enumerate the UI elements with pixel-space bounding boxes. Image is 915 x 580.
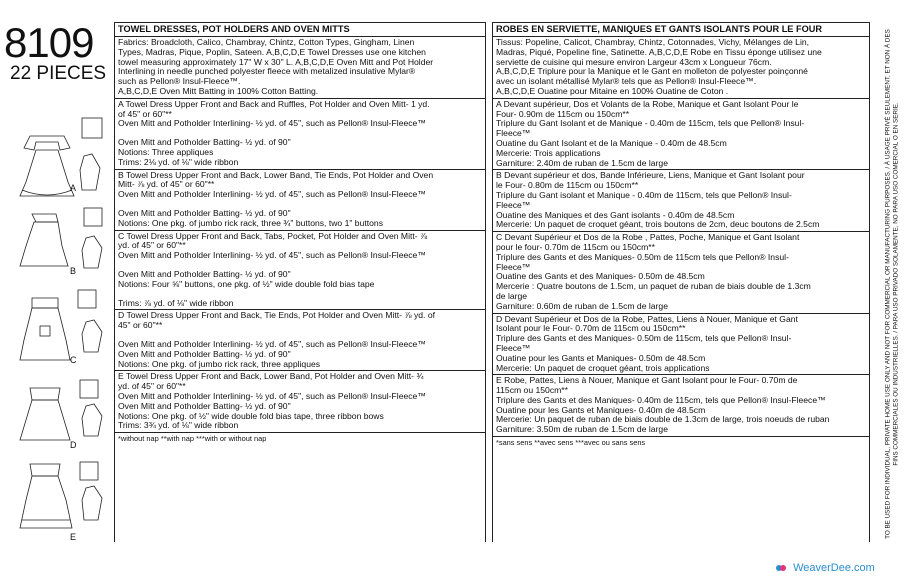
english-requirement-line: 45" or 60"** [118,320,163,331]
french-requirement-line: Ouatine du Gant Isolant et de la Manique - 0.40m de 48.5cm [496,137,727,148]
view-c-sketch [20,290,102,360]
english-fabrics-line: Types, Madras, Pique, Poplin, Sateen. A,B,C,D,E Towel Dresses use one kitchen [118,46,426,57]
watermark-logo [775,560,895,576]
english-requirement-line: Oven Mitt and Potholder Batting- ½ yd. of 90" [118,348,291,359]
french-requirement-line: Fleece™ [496,342,531,353]
french-requirement-line: pour le four- 0.70m de 115cm ou 150cm** [496,241,655,252]
french-view-c-requirements [493,232,869,313]
french-fabrics-line: A,B,C,D,E Ouatine pour Mitaine en 100% Ouatine de Coton . [496,85,729,96]
english-requirement-line: Oven Mitt and Potholder Interlining- ½ yd. of 45", such as Pellon® Insul-Fleece™ [118,390,426,401]
english-requirement-line: Oven Mitt and Potholder Batting- ½ yd. of 90" [118,400,291,411]
english-requirement-line: Oven Mitt and Potholder Interlining- ½ yd. of 45", such as Pellon® Insul-Fleece™ [118,338,426,349]
french-requirement-line: Mercerie : Quatre boutons de 1.5cm, un paquet de ruban de biais double de 1.3cm [496,281,811,292]
french-view-e-requirements [493,375,869,437]
english-view-e-requirements [115,371,485,433]
english-requirement-line: Oven Mitt and Potholder Batting- ½ yd. of 90" [118,268,291,279]
english-column [114,22,486,542]
french-heading: ROBES EN SERVIETTE, MANIQUES ET GANTS ISOLANTS POUR LE FOUR [493,22,869,37]
french-requirement-line: C Devant Supérieur et Dos de la Robe , Pattes, Poche, Manique et Gant Isolant [496,232,800,243]
view-label-b: B [70,266,77,276]
english-fabrics-line: towel measuring approximately 17" W x 30" L. A,B,C,D,E Oven Mitt and Pot Holder [118,56,434,67]
usage-notice [880,24,904,544]
french-requirement-line: Triplure des Gants et des Maniques- 0.50m de 115cm tels que Pellon® Insul- [496,251,789,262]
english-requirement-line: Oven Mitt and Potholder Batting- ½ yd. of 90" [118,137,291,148]
view-d-sketch [20,380,102,440]
usage-notice-text: TO BE USED FOR INDIVIDUAL, PRIVATE HOME USE ONLY AND NOT FOR COMMERCIAL OR MANUFACTURING PURPOSES. / À USAGE PRIVÉ SEULEMENT, ET NON À DES FINS COMMERCIALES OU INDUSTRIELLES. / PARA USO PRIVADO SOLAMENTE, NO PARA USO COMERCIAL O EN SERIE. [884,29,899,539]
logo-mark-icon [775,562,787,574]
english-requirement-line: of 45" or 60"** [118,108,172,119]
english-requirement-line: Oven Mitt and Potholder Interlining- ½ yd. of 45", such as Pellon® Insul-Fleece™ [118,250,426,261]
view-e-sketch [20,462,102,528]
french-view-d-requirements [493,314,869,376]
english-footnote: *without nap **with nap ***with or without nap [118,434,267,444]
english-requirement-line: Trims: 3¾ yd. of ⅛" wide ribbon [118,420,239,431]
english-requirement-line: yd. of 45" or 60"** [118,240,186,251]
english-requirement-line: A Towel Dress Upper Front and Back and Ruffles, Pot Holder and Oven Mitt- 1 yd. [118,98,430,109]
french-footnote: *sans sens **avec sens ***avec ou sans sens [496,438,646,448]
french-requirement-line: Fleece™ [496,199,531,210]
french-requirement-line: Triplure des Gants et des Maniques- 0.40m de 115cm, tels que Pellon® Insul-Fleece™ [496,394,826,405]
french-requirement-line: Mercerie: Un paquet de croquet géant, trois applications [496,362,710,373]
french-fabrics-line: Madras, Piqué, Popeline fine, Satinette. A,B,C,D,E Robe en Tissu éponge utilisez une [496,46,822,57]
english-requirement-line: D Towel Dress Upper Front and Back, Tie Ends, Pot Holder and Oven Mitt- ⅞ yd. of [118,310,435,321]
french-requirement-line: Ouatine des Gants et des Maniques- 0.50m de 48.5cm [496,271,705,282]
english-fabrics-line: such as Pellon® Insul-Fleece™. [118,76,241,87]
french-requirement-line: Ouatine pour les Gants et Maniques- 0.50m de 48.5cm [496,352,706,363]
english-requirement-line: C Towel Dress Upper Front and Back, Tabs, Pocket, Pot Holder and Oven Mitt- ⅞ [118,230,428,241]
view-label-c: C [70,355,77,365]
french-fabrics-line: avec un isolant métallisé Mylar® tels que as Pellon® Insul-Fleece™. [496,76,757,87]
english-fabrics [115,37,485,99]
french-fabrics [493,37,869,99]
english-fabrics-line: Interlining in needle punched polyester fleece with metalized insulative Mylar® [118,66,416,77]
french-requirement-line: Triplure du Gant Isolant et de Manique - 0.40m de 115cm, tels que Pellon® Insul- [496,118,805,129]
french-requirement-line: Fleece™ [496,128,531,139]
french-requirement-line: E Robe, Pattes, Liens à Nouer, Manique et Gant Isolant pour le Four- 0.70m de [496,375,798,386]
view-label-a: A [70,183,77,193]
french-view-a-requirements [493,99,869,171]
english-requirement-line: Notions: One pkg. of jumbo rick rack, three ¾" buttons, two 1" buttons [118,217,384,228]
french-requirement-line: Mercerie: Trois applications [496,147,601,158]
french-requirement-line: Isolant pour le Four- 0.70m de 115cm ou 150cm** [496,323,686,334]
french-requirement-line: Four- 0.90m de 115cm ou 150cm** [496,108,630,119]
french-requirement-line: D Devant Supérieur et Dos de la Robe, Pattes, Liens à Nouer, Manique et Gant [496,313,798,324]
english-requirement-line: Mitt- ⅞ yd. of 45" or 60"** [118,179,215,190]
english-requirement-line: Notions: One pkg. of jumbo rick rack, three appliques [118,358,321,369]
english-requirement-line: yd. of 45" or 60"** [118,381,186,392]
pattern-number: 8109 [4,19,94,66]
english-requirement-line: Oven Mitt and Potholder Interlining- ½ yd. of 45", such as Pellon® Insul-Fleece™ [118,118,426,129]
french-requirement-line: Triplure du Gant isolant et Manique - 0.40m de 115cm, tels que Pellon® Insul- [496,189,792,200]
french-requirement-line: Ouatine des Maniques et des Gant isolants - 0.40m de 48.5cm [496,209,735,220]
english-view-b-requirements [115,170,485,231]
english-requirement-line: Oven Mitt and Potholder Interlining- ½ yd. of 45", such as Pellon® Insul-Fleece™ [118,189,426,200]
french-requirement-line: Ouatine pour les Gants et Maniques- 0.40m de 48.5cm [496,404,706,415]
french-requirement-line: 115cm ou 150cm** [496,385,568,396]
french-fabrics-line: A,B,C,D,E Triplure pour la Manique et le Gant en molleton de polyester poinçonné [496,66,808,77]
french-requirement-line: le Four- 0.80m de 115cm ou 150cm** [496,180,639,191]
piece-count: 22 PIECES [10,63,107,84]
french-requirement-line: Garniture: 2.40m de ruban de 1.5cm de large [496,157,668,168]
french-fabrics-line: serviette de cuisine qui mesure environ Largeur 43cm x Longueur 76cm. [496,56,772,67]
french-requirement-line: Mercerie: Un paquet de ruban de biais double de 1.3cm de large, trois noeuds de ruban [496,414,830,425]
english-fabrics-line: Fabrics: Broadcloth, Calico, Chambray, Chintz, Cotton Types, Gingham, Linen [118,37,415,47]
french-requirement-line: Garniture: 0.60m de ruban de 1.5cm de large [496,300,668,311]
english-requirement-line: E Towel Dress Upper Front and Back, Lower Band, Pot Holder and Oven Mitt- ¾ [118,371,424,382]
watermark-text: WeaverDee.com [793,562,875,574]
english-requirement-line: Trims: 2⅛ yd. of ⅛" wide ribbon [118,156,239,167]
french-fabrics-line: Tissus: Popeline, Calicot, Chambray, Chintz, Cotonnades, Vichy, Mélanges de Lin, [496,37,810,47]
french-view-b-requirements [493,170,869,232]
english-view-a-requirements [115,99,485,170]
english-requirement-line: Notions: Three appliques [118,146,214,157]
french-requirement-line: de large [496,290,528,301]
french-requirement-line: Fleece™ [496,261,531,272]
view-a-sketch [20,118,102,196]
view-label-d: D [70,440,77,450]
french-requirement-line: A Devant supérieur, Dos et Volants de la Robe, Manique et Gant Isolant Pour le [496,98,799,109]
view-sketches [0,90,112,550]
english-requirement-line: Trims: ⅞ yd. of ⅛" wide ribbon [118,297,234,308]
view-label-e: E [70,532,77,542]
english-requirement-line: Notions: One pkg. of ½" wide double fold bias tape, three ribbon bows [118,410,384,421]
french-requirement-line: Triplure des Gants et des Maniques- 0.50m de 115cm, tels que Pellon® Insul- [496,333,792,344]
english-requirement-line: Notions: Four ⅝" buttons, one pkg. of ½" wide double fold bias tape [118,278,375,289]
french-requirement-line: Garniture: 3.50m de ruban de 1.5cm de large [496,424,668,435]
french-column [492,22,870,542]
english-view-d-requirements [115,310,485,371]
english-view-c-requirements [115,231,485,311]
view-b-sketch [20,208,102,268]
french-requirement-line: B Devant supérieur et dos, Bande Inférieure, Liens, Manique et Gant Isolant pour [496,170,805,181]
french-requirement-line: Mercerie: Un paquet de croquet géant, trois boutons de 2cm, deuc boutons de 2.5cm [496,219,820,230]
english-fabrics-line: A,B,C,D,E Oven Mitt Batting in 100% Cotton Batting. [118,85,319,96]
english-requirement-line: B Towel Dress Upper Front and Back, Lower Band, Tie Ends, Pot Holder and Oven [118,169,434,180]
french-view-sections [493,99,869,437]
english-view-sections [115,99,485,433]
english-heading: TOWEL DRESSES, POT HOLDERS AND OVEN MITTS [115,22,485,37]
english-requirement-line: Oven Mitt and Potholder Batting- ½ yd. of 90" [118,207,291,218]
